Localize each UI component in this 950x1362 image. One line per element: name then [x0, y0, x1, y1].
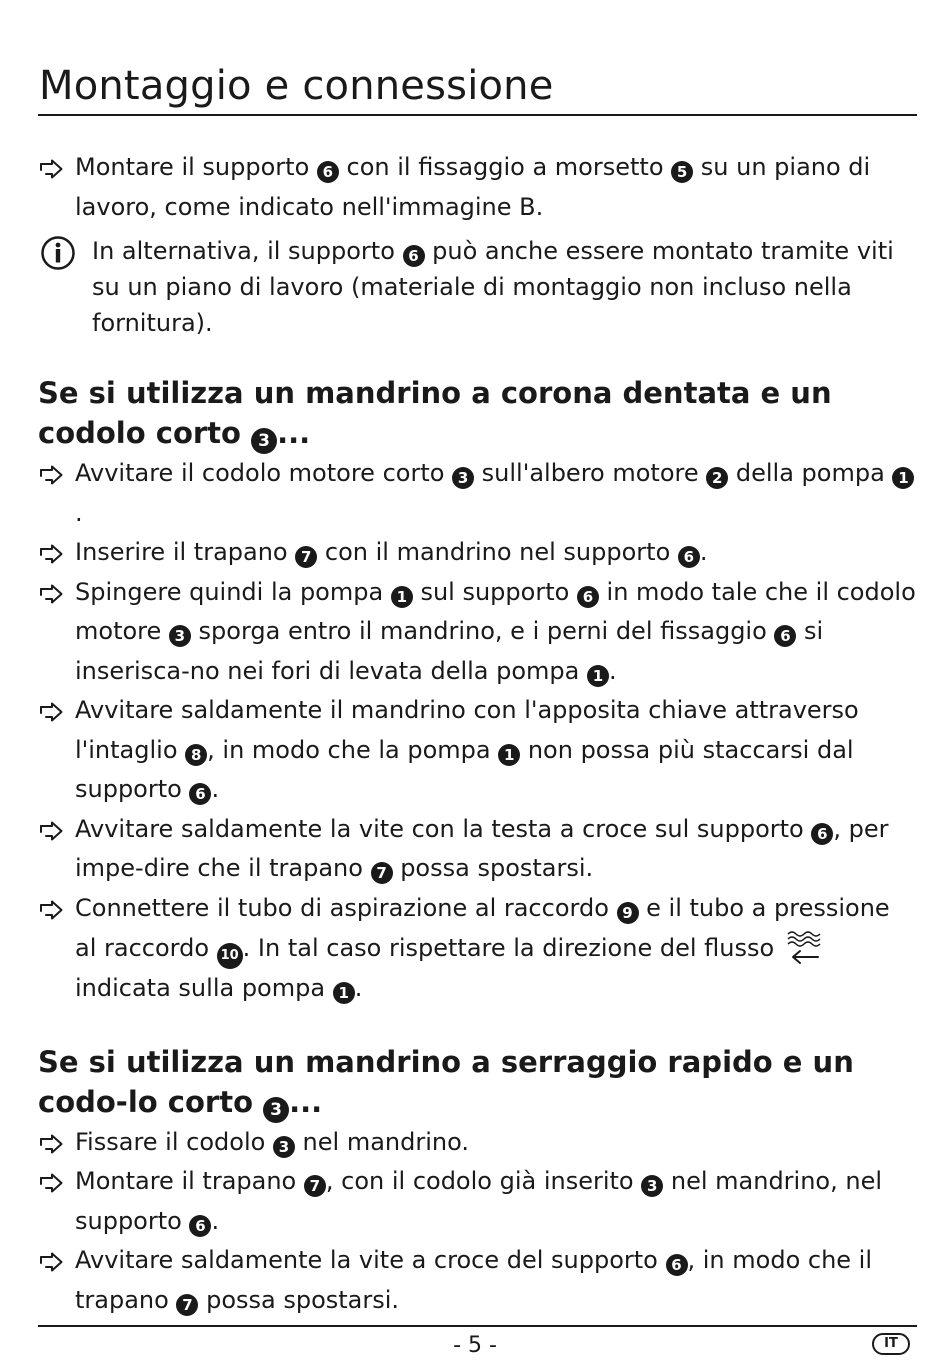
part-number-badge: 3 — [251, 428, 277, 454]
part-number-badge: 3 — [452, 467, 474, 489]
footer-divider — [38, 1325, 917, 1327]
arrow-right-icon — [38, 821, 64, 841]
step-text: possa spostarsi. — [392, 854, 594, 882]
step-text: Inserire il trapano — [75, 538, 296, 566]
part-number-badge: 6 — [189, 783, 211, 805]
section-heading-crown-chuck — [38, 373, 918, 454]
part-number-badge: 1 — [892, 467, 914, 489]
step-text: indicata sulla pompa — [75, 974, 333, 1002]
page-number: - 5 - — [453, 1333, 497, 1358]
step-text: , in modo che la pompa — [207, 735, 499, 764]
step-text: . — [354, 974, 363, 1002]
step-connect-hoses — [38, 889, 918, 1009]
step-text: sporga entro il mandrino, e i perni del fissaggio — [190, 617, 775, 645]
step-text: . In tal caso rispettare la direzione del flusso — [242, 934, 782, 962]
step-text: Avvitare il codolo motore corto — [75, 459, 453, 487]
step-text: Spingere quindi la pompa — [75, 577, 391, 606]
step-text: Connettere il tubo di aspirazione al raccordo — [75, 893, 617, 922]
section-heading-quick-chuck — [38, 1042, 918, 1123]
step-text: Montare il supporto — [75, 153, 317, 181]
part-number-badge: 6 — [666, 1254, 688, 1276]
info-note — [38, 233, 918, 341]
step-text: con il fissaggio a morsetto — [338, 153, 672, 181]
arrow-right-icon — [38, 584, 64, 604]
part-number-badge: 6 — [189, 1215, 211, 1237]
step-fix-shank — [38, 1123, 918, 1163]
step-tighten-screw — [38, 810, 918, 889]
step-text: . — [75, 498, 83, 527]
step-text: Avvitare saldamente la vite con la testa a croce sul supporto — [75, 814, 812, 843]
step-text: Avvitare saldamente il mandrino con l'apposita chiave attraverso l'intaglio — [75, 696, 859, 764]
heading-text: ... — [277, 416, 311, 450]
part-number-badge: 3 — [273, 1136, 295, 1158]
step-text: . — [211, 775, 220, 803]
arrow-right-icon — [38, 900, 64, 920]
step-text: Avvitare saldamente la vite a croce del supporto — [75, 1246, 666, 1274]
step-text: sull'albero motore — [474, 459, 707, 487]
step-text: possa spostarsi. — [198, 1285, 400, 1314]
step-text: . — [211, 1206, 220, 1235]
heading-text: ... — [289, 1084, 323, 1119]
arrow-right-icon — [38, 1252, 64, 1272]
part-number-badge: 3 — [641, 1175, 663, 1197]
part-number-badge: 6 — [577, 586, 599, 608]
part-number-badge: 1 — [498, 744, 520, 766]
step-text: . — [699, 538, 708, 566]
step-text: Fissare il codolo — [75, 1127, 273, 1156]
arrow-right-icon — [38, 159, 64, 179]
step-insert-drill — [38, 533, 918, 573]
step-text: si inserisca-no nei fori di levata della pompa — [75, 617, 824, 685]
step-tighten-cross-screw — [38, 1241, 918, 1320]
page-content — [38, 148, 918, 1320]
arrow-right-icon — [38, 702, 64, 722]
arrow-right-icon — [38, 544, 64, 564]
step-push-pump — [38, 573, 918, 692]
part-number-badge: 7 — [304, 1175, 326, 1197]
part-number-badge: 6 — [678, 546, 700, 568]
step-text: nel mandrino. — [294, 1127, 469, 1156]
step-text: , in modo che il trapano — [75, 1246, 873, 1314]
part-number-badge: 1 — [391, 586, 413, 608]
arrow-right-icon — [38, 1173, 64, 1193]
info-text: può anche essere montato tramite viti su un piano di lavoro (materiale di montaggio non incluso nella fornitura). — [92, 237, 894, 337]
info-icon — [40, 235, 76, 271]
part-number-badge: 6 — [811, 823, 833, 845]
step-screw-shank — [38, 454, 918, 533]
flow-direction-icon — [782, 928, 826, 968]
title-divider — [38, 114, 917, 116]
step-text: Montare il trapano — [75, 1167, 304, 1195]
page-title: Montaggio e connessione — [39, 63, 554, 109]
step-text: non possa più staccarsi dal supporto — [75, 735, 854, 803]
heading-text: Se si utilizza un mandrino a serraggio rapido e un codo-lo corto — [38, 1044, 854, 1119]
part-number-badge: 3 — [169, 625, 191, 647]
part-number-badge: 7 — [176, 1294, 198, 1316]
part-number-badge: 1 — [587, 665, 609, 687]
step-text: con il mandrino nel supporto — [317, 538, 678, 566]
part-number-badge: 7 — [371, 862, 393, 884]
part-number-badge: 5 — [671, 161, 693, 183]
heading-text: Se si utilizza un mandrino a corona dentata e un codolo corto — [38, 376, 832, 450]
part-number-badge: 6 — [317, 161, 339, 183]
step-text: sul supporto — [412, 577, 577, 606]
step-text: su un piano di lavoro, come indicato nell'immagine B. — [75, 153, 871, 221]
part-number-badge: 8 — [185, 744, 207, 766]
language-badge: IT — [872, 1333, 910, 1355]
part-number-badge: 2 — [706, 467, 728, 489]
step-mount-drill — [38, 1162, 918, 1241]
part-number-badge: 10 — [217, 943, 243, 969]
step-text: nel mandrino, nel supporto — [75, 1167, 883, 1235]
part-number-badge: 9 — [617, 902, 639, 924]
step-mount-support — [38, 148, 918, 227]
step-text: , con il codolo già inserito — [325, 1167, 642, 1195]
arrow-right-icon — [38, 465, 64, 485]
part-number-badge: 7 — [295, 546, 317, 568]
step-text: della pompa — [728, 459, 893, 487]
step-text: , per impe-dire che il trapano — [75, 814, 889, 882]
step-text: in modo tale che il codolo motore — [75, 577, 916, 645]
part-number-badge: 6 — [774, 625, 796, 647]
part-number-badge: 3 — [263, 1097, 289, 1123]
info-text: In alternativa, il supporto — [92, 237, 403, 265]
step-text: . — [609, 656, 617, 685]
step-tighten-chuck — [38, 691, 918, 810]
arrow-right-icon — [38, 1134, 64, 1154]
part-number-badge: 6 — [403, 245, 425, 267]
part-number-badge: 1 — [333, 982, 355, 1004]
step-text: e il tubo a pressione al raccordo — [75, 893, 890, 962]
